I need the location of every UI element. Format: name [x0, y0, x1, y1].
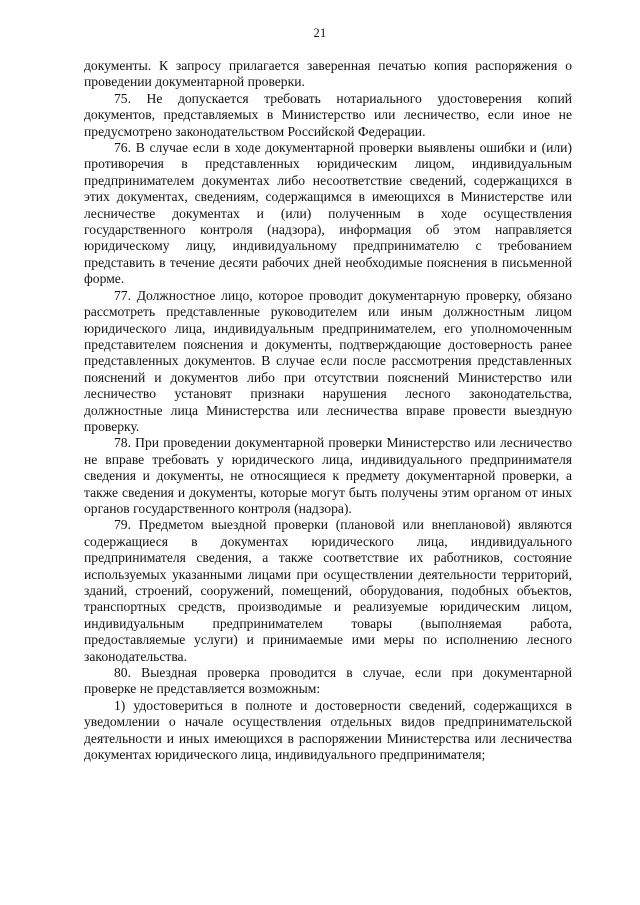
paragraph-80: 80. Выездная проверка проводится в случае, если при документарной проверке не представляется возможным:	[84, 665, 572, 697]
paragraph-79: 79. Предметом выездной проверки (плановой или внеплановой) являются содержащиеся в документах юридического лица, индивидуального предпринимателя сведения, а также соответствие их работников, состояние используемых указанными лицами при осуществлении деятельности территорий, зданий, строений, сооружений, помещений, оборудования, подобных объектов, транспортных средств, производимые и реализуемые юридическим лицом, индивидуальным предпринимателем товары (выполняемая работа, предоставляемые услуги) и принимаемые ими меры по исполнению лесного законодательства.	[84, 517, 572, 664]
paragraph-75: 75. Не допускается требовать нотариального удостоверения копий документов, представляемых в Министерство или лесничество, если иное не предусмотрено законодательством Российской Федерации.	[84, 90, 572, 139]
page-number: 21	[313, 26, 327, 40]
paragraph-continuation: документы. К запросу прилагается заверенная печатью копия распоряжения о проведении документарной проверки.	[84, 58, 572, 90]
paragraph-80-item-1: 1) удостовериться в полноте и достоверности сведений, содержащихся в уведомлении о начале осуществления отдельных видов предпринимательской деятельности и иных имеющихся в распоряжении Министерства или лесничества документах юридического лица, индивидуального предпринимателя;	[84, 697, 572, 763]
paragraph-78: 78. При проведении документарной проверки Министерство или лесничество не вправе требовать у юридического лица, индивидуального предпринимателя сведения и документы, не относящиеся к предмету документарной проверки, а также сведения и документы, которые могут быть получены этим органом от иных органов государственного контроля (надзора).	[84, 435, 572, 516]
paragraph-77: 77. Должностное лицо, которое проводит документарную проверку, обязано рассмотреть представленные руководителем или иным должностным лицом юридического лица, индивидуальным предпринимателем, его уполномоченным представителем пояснения и документы, подтверждающие достоверность ранее представленных документов. В случае если после рассмотрения представленных пояснений и документов либо при отсутствии пояснений Министерство или лесничество установят признаки нарушения лесного законодательства, должностные лица Министерства или лесничества вправе провести выездную проверку.	[84, 287, 572, 434]
document-body	[84, 58, 572, 763]
paragraph-76: 76. В случае если в ходе документарной проверки выявлены ошибки и (или) противоречия в представленных юридическим лицом, индивидуальным предпринимателем документах либо несоответствие сведений, содержащихся в этих документах, сведениям, содержащимся в имеющихся в Министерстве или лесничестве документах и (или) полученным в ходе осуществления государственного контроля (надзора), информация об этом направляется юридическому лицу, индивидуальному предпринимателю с требованием представить в течение десяти рабочих дней необходимые пояснения в письменной форме.	[84, 140, 572, 287]
